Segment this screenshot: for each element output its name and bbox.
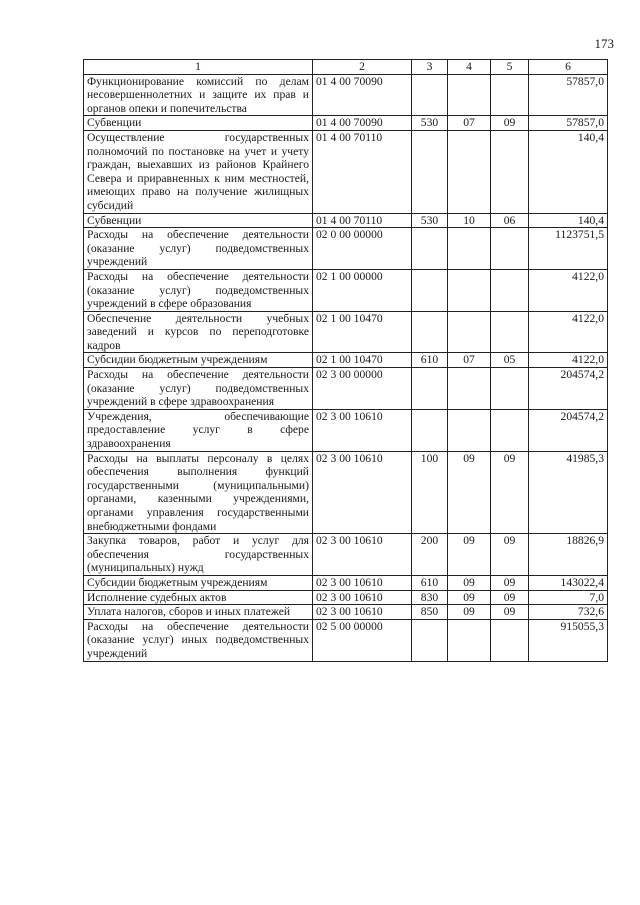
row-code-cell: 01 4 00 70110 [313,130,412,213]
row-expense-type-cell: 830 [412,590,448,605]
table-row [84,74,608,116]
row-subsection-cell: 09 [491,534,529,576]
table-row [84,575,608,590]
table-header-row [84,60,608,75]
row-expense-type-cell: 610 [412,575,448,590]
row-code-cell: 02 3 00 10610 [313,575,412,590]
page-number: 173 [594,36,614,51]
row-sum-cell: 57857,0 [529,74,608,116]
row-section-cell [448,269,491,311]
row-section-cell: 09 [448,575,491,590]
row-expense-type-cell [412,409,448,451]
row-expense-type-cell: 850 [412,605,448,620]
row-name-cell: Расходы на обеспечение деятельности (оказание услуг) подведомственных учреждений в сфере образования [84,269,313,311]
row-subsection-cell [491,311,529,353]
row-section-cell: 07 [448,116,491,131]
table-body [84,74,608,661]
row-code-cell: 02 3 00 10610 [313,605,412,620]
row-code-cell: 01 4 00 70110 [313,213,412,228]
row-expense-type-cell: 610 [412,353,448,368]
row-subsection-cell [491,619,529,661]
row-section-cell: 09 [448,605,491,620]
table-row [84,619,608,661]
row-sum-cell: 4122,0 [529,269,608,311]
row-code-cell: 02 1 00 10470 [313,353,412,368]
row-expense-type-cell [412,74,448,116]
row-sum-cell: 18826,9 [529,534,608,576]
column-header: 5 [491,60,529,75]
table-row [84,269,608,311]
table-row [84,534,608,576]
row-sum-cell: 4122,0 [529,311,608,353]
row-expense-type-cell: 200 [412,534,448,576]
row-section-cell [448,368,491,410]
row-section-cell [448,619,491,661]
row-code-cell: 02 0 00 00000 [313,228,412,270]
column-header: 1 [84,60,313,75]
row-code-cell: 02 3 00 00000 [313,368,412,410]
row-name-cell: Исполнение судебных актов [84,590,313,605]
row-name-cell: Осуществление государственных полномочий по постановке на учет и учету граждан, выехавших из районов Крайнего Севера и приравненных к ним местностей, имеющих право на получение жилищных субсидий [84,130,313,213]
row-expense-type-cell [412,228,448,270]
row-code-cell: 01 4 00 70090 [313,74,412,116]
row-name-cell: Уплата налогов, сборов и иных платежей [84,605,313,620]
row-expense-type-cell [412,368,448,410]
row-name-cell: Субвенции [84,116,313,131]
row-code-cell: 02 1 00 00000 [313,269,412,311]
row-section-cell [448,228,491,270]
table-row [84,213,608,228]
row-section-cell: 09 [448,534,491,576]
table-row [84,228,608,270]
row-section-cell [448,311,491,353]
column-header: 2 [313,60,412,75]
column-header: 6 [529,60,608,75]
row-name-cell: Субвенции [84,213,313,228]
row-subsection-cell: 09 [491,605,529,620]
row-name-cell: Функционирование комиссий по делам несовершеннолетних и защите их прав и органов опеки и попечительства [84,74,313,116]
row-subsection-cell [491,228,529,270]
row-sum-cell: 204574,2 [529,409,608,451]
row-subsection-cell: 09 [491,116,529,131]
table-row [84,353,608,368]
row-code-cell: 02 1 00 10470 [313,311,412,353]
row-sum-cell: 57857,0 [529,116,608,131]
table-row [84,116,608,131]
table-row [84,451,608,534]
row-code-cell: 02 3 00 10610 [313,590,412,605]
row-subsection-cell: 06 [491,213,529,228]
row-sum-cell: 7,0 [529,590,608,605]
row-code-cell: 02 3 00 10610 [313,409,412,451]
row-section-cell: 10 [448,213,491,228]
column-header: 3 [412,60,448,75]
row-expense-type-cell: 530 [412,213,448,228]
table-row [84,311,608,353]
budget-table [83,59,608,662]
row-name-cell: Субсидии бюджетным учреждениям [84,575,313,590]
row-sum-cell: 41985,3 [529,451,608,534]
row-sum-cell: 4122,0 [529,353,608,368]
row-section-cell [448,130,491,213]
row-sum-cell: 140,4 [529,130,608,213]
row-section-cell: 09 [448,451,491,534]
row-name-cell: Расходы на выплаты персоналу в целях обеспечения выполнения функций государственными (муниципальными) органами, казенными учреждениями, органами управления государственными внебюджетными фондами [84,451,313,534]
row-expense-type-cell [412,619,448,661]
row-sum-cell: 140,4 [529,213,608,228]
row-subsection-cell: 09 [491,575,529,590]
row-subsection-cell [491,74,529,116]
row-sum-cell: 143022,4 [529,575,608,590]
row-expense-type-cell: 530 [412,116,448,131]
row-name-cell: Обеспечение деятельности учебных заведений и курсов по переподготовке кадров [84,311,313,353]
row-subsection-cell: 09 [491,590,529,605]
row-sum-cell: 1123751,5 [529,228,608,270]
row-name-cell: Расходы на обеспечение деятельности (оказание услуг) подведомственных учреждений [84,228,313,270]
row-expense-type-cell [412,311,448,353]
row-subsection-cell: 05 [491,353,529,368]
row-name-cell: Расходы на обеспечение деятельности (оказание услуг) подведомственных учреждений в сфере здравоохранения [84,368,313,410]
row-sum-cell: 915055,3 [529,619,608,661]
row-subsection-cell [491,368,529,410]
row-section-cell [448,409,491,451]
row-section-cell [448,74,491,116]
row-code-cell: 02 3 00 10610 [313,534,412,576]
row-subsection-cell [491,269,529,311]
row-name-cell: Расходы на обеспечение деятельности (оказание услуг) иных подведомственных учреждений [84,619,313,661]
row-expense-type-cell: 100 [412,451,448,534]
column-header: 4 [448,60,491,75]
row-code-cell: 02 5 00 00000 [313,619,412,661]
row-sum-cell: 732,6 [529,605,608,620]
row-subsection-cell: 09 [491,451,529,534]
table-row [84,605,608,620]
table-row [84,590,608,605]
row-sum-cell: 204574,2 [529,368,608,410]
row-code-cell: 01 4 00 70090 [313,116,412,131]
table-row [84,368,608,410]
row-code-cell: 02 3 00 10610 [313,451,412,534]
row-name-cell: Субсидии бюджетным учреждениям [84,353,313,368]
table-row [84,409,608,451]
row-name-cell: Учреждения, обеспечивающие предоставление услуг в сфере здравоохранения [84,409,313,451]
row-name-cell: Закупка товаров, работ и услуг для обеспечения государственных (муниципальных) нужд [84,534,313,576]
row-section-cell: 09 [448,590,491,605]
table-row [84,130,608,213]
row-subsection-cell [491,409,529,451]
row-expense-type-cell [412,130,448,213]
row-section-cell: 07 [448,353,491,368]
row-expense-type-cell [412,269,448,311]
row-subsection-cell [491,130,529,213]
